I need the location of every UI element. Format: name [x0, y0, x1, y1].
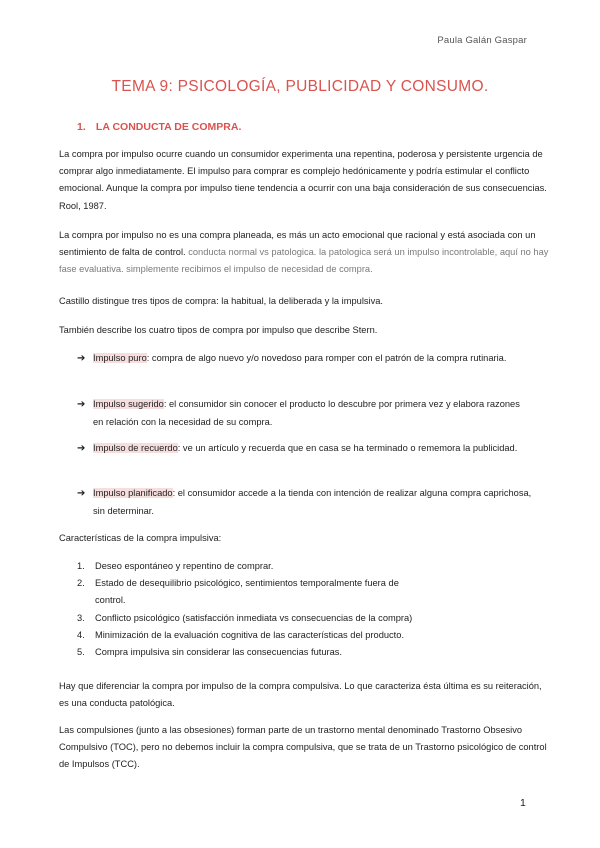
item-text: Conflicto psicológico (satisfacción inmediata vs consecuencias de la compra) — [95, 612, 413, 623]
impulse-term: Impulso planificado — [93, 488, 173, 498]
arrow-icon: ➔ — [77, 488, 86, 499]
item-number: 5. — [77, 647, 85, 658]
list-item — [77, 627, 517, 644]
list-item — [77, 610, 517, 627]
item-number: 4. — [77, 629, 85, 640]
list-item — [77, 644, 517, 661]
paragraph-toc: Las compulsiones (junto a las obsesiones) forman parte de un trastorno mental denominado Trastorno Obsesivo Compulsivo (TOC), pero no debemos incluir la compra compulsiva, que se trata de un Trastorno psicológico de control de Impulsos (TCC). — [59, 725, 547, 770]
list-item — [77, 575, 415, 609]
paragraph-impulse-definition: La compra por impulso ocurre cuando un consumidor experimenta una repentina, poderosa y persistente urgencia de comprar algo inmediatamente. El impulso para comprar es complejo hedónicamente y podría estimular el conflicto emocional. Aunque la compra por impulso tiene tendencia a ocurrir con una baja consideración de sus consecuencias. Rool, 1987. — [59, 149, 547, 211]
author-name: Paula Galán Gaspar — [437, 35, 527, 46]
list-item — [77, 558, 517, 575]
paragraph-impulse-emotional — [59, 227, 549, 279]
paragraph-castillo: Castillo distingue tres tipos de compra: la habitual, la deliberada y la impulsiva. — [59, 296, 384, 306]
section-title: LA CONDUCTA DE COMPRA. — [95, 121, 242, 133]
item-number: 2. — [77, 578, 85, 589]
characteristics-list — [77, 558, 517, 661]
arrow-icon: ➔ — [77, 399, 86, 410]
list-item-impulse-1 — [77, 396, 532, 431]
paragraph-stern: También describe los cuatro tipos de compra por impulso que describe Stern. — [59, 325, 378, 335]
arrow-icon: ➔ — [77, 353, 86, 364]
impulse-term: Impulso sugerido — [93, 399, 164, 409]
page-number: 1 — [520, 797, 526, 809]
item-number: 1. — [77, 561, 85, 571]
section-heading — [77, 121, 241, 133]
paragraph-characteristics-heading: Características de la compra impulsiva: — [59, 533, 222, 543]
impulse-desc: : ve un artículo y recuerda que en casa se ha terminado o rememora la publicidad. — [177, 443, 518, 453]
handwritten-note: conducta normal vs patologica. la patologica será un impulso incontrolable, aquí no hay fase evaluativa. simplemente recibimos el impulso de necesidad de compra. — [59, 247, 549, 275]
impulse-term: Impulso puro — [93, 353, 147, 363]
impulse-desc: : el consumidor accede a la tienda con intención de realizar alguna compra caprichosa, sin determinar. — [93, 488, 532, 516]
item-text: Minimización de la evaluación cognitiva de las características del producto. — [95, 629, 405, 640]
impulse-desc: : el consumidor sin conocer el producto lo descubre por primera vez y elabora razones en relación con la necesidad de su compra. — [93, 399, 520, 427]
list-item-impulse-2 — [77, 440, 532, 458]
list-item-impulse-0 — [77, 350, 532, 368]
paragraph-compulsive: Hay que diferenciar la compra por impulso de la compra compulsiva. Lo que caracteriza ésta última es su reiteración, es una conducta patológica. — [59, 681, 542, 709]
item-text: Estado de desequilibrio psicológico, sentimientos temporalmente fuera de control. — [95, 578, 399, 606]
arrow-icon: ➔ — [77, 443, 86, 454]
item-text: Deseo espontáneo y repentino de comprar. — [95, 561, 274, 571]
impulse-term: Impulso de recuerdo — [93, 443, 178, 453]
impulse-desc: : compra de algo nuevo y/o novedoso para romper con el patrón de la compra rutinaria. — [146, 353, 507, 363]
item-text: Compra impulsiva sin considerar las consecuencias futuras. — [95, 647, 342, 658]
paragraph-main-text: La compra por impulso no es una compra planeada, es más un acto emocional que racional y está asociada con un sentimiento de falta de control. — [59, 230, 536, 258]
list-item-impulse-3 — [77, 485, 532, 520]
page-title: TEMA 9: PSICOLOGÍA, PUBLICIDAD Y CONSUMO. — [111, 78, 489, 95]
item-number: 3. — [77, 612, 85, 623]
section-number: 1. — [77, 121, 86, 133]
